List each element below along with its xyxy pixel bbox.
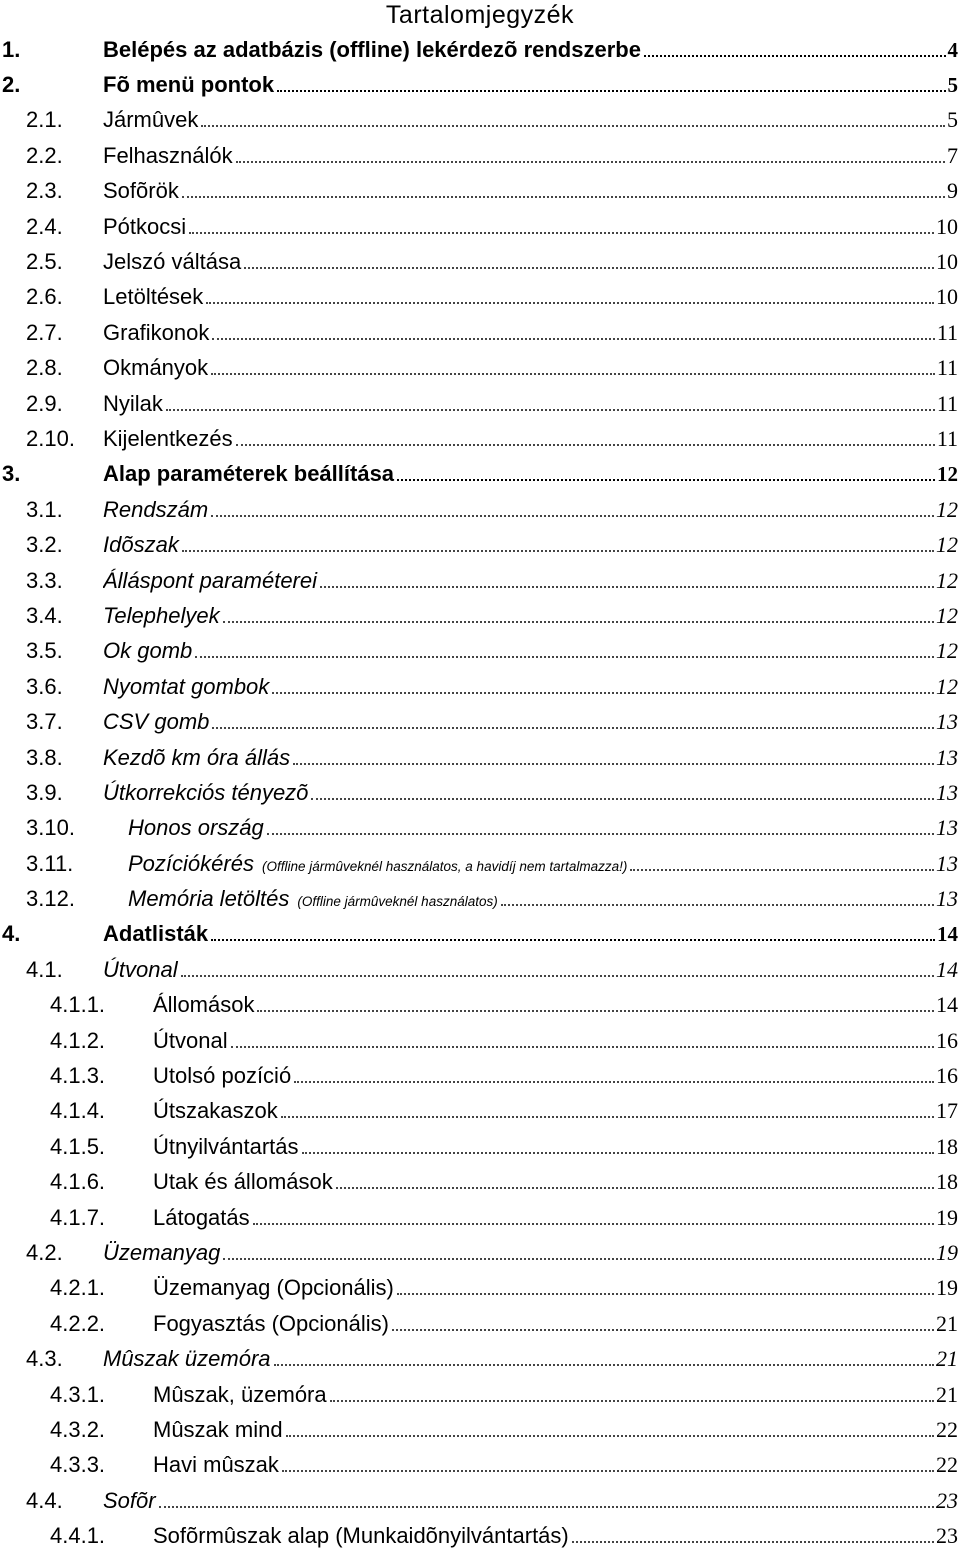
toc-entry-page: 16 <box>936 1027 958 1053</box>
toc-dot-leader <box>572 1540 934 1543</box>
toc-entry-number: 4.2.1. <box>50 1275 106 1301</box>
toc-entry-title: Idõszak <box>103 532 179 558</box>
toc-entry-page: 12 <box>936 496 958 522</box>
toc-entry-number: 1. <box>2 36 21 62</box>
toc-entry-page: 13 <box>936 850 958 876</box>
toc-entry-title: Jármûvek <box>103 107 199 133</box>
toc-entry-number: 3.5. <box>26 638 63 664</box>
toc-entry-page: 10 <box>936 213 958 239</box>
toc-dot-leader <box>267 832 934 835</box>
toc-entry-title: Felhasználók <box>103 142 233 168</box>
toc-dot-leader <box>277 89 945 92</box>
toc-dot-leader <box>212 337 934 340</box>
toc-entry[interactable] <box>0 669 960 704</box>
toc-entry-number: 2.9. <box>26 390 63 416</box>
toc-entry-number: 4.2. <box>26 1239 63 1265</box>
toc-entry[interactable] <box>0 138 960 173</box>
toc-entry[interactable] <box>0 527 960 562</box>
toc-entry[interactable] <box>0 1448 960 1483</box>
toc-dot-leader <box>501 903 934 906</box>
toc-entry-title: Nyomtat gombok <box>103 673 270 699</box>
toc-entry-title: Havi mûszak <box>153 1452 279 1478</box>
toc-entry-title: Pozíciókérés <box>128 850 254 876</box>
toc-entry[interactable] <box>0 1271 960 1306</box>
toc-entry[interactable] <box>0 988 960 1023</box>
toc-entry[interactable] <box>0 846 960 881</box>
toc-entry-title: Nyilak <box>103 390 163 416</box>
toc-entry-number: 4.3.1. <box>50 1381 106 1407</box>
toc-entry[interactable] <box>0 1377 960 1412</box>
toc-dot-leader <box>644 54 946 57</box>
toc-dot-leader <box>244 266 934 269</box>
toc-entry-title: Útkorrekciós tényezõ <box>103 779 309 805</box>
toc-dot-leader <box>211 938 935 941</box>
toc-entry-title: Útszakaszok <box>153 1098 278 1124</box>
toc-entry-page: 11 <box>936 390 958 416</box>
toc-entry-title: Grafikonok <box>103 319 210 345</box>
toc-entry-title: Adatlisták <box>103 921 209 947</box>
toc-entry-number: 4.1.5. <box>50 1133 106 1159</box>
toc-entry-title: Üzemanyag <box>103 1239 221 1265</box>
toc-entry-number: 2.5. <box>26 249 63 275</box>
toc-entry-number: 3.1. <box>26 496 63 522</box>
toc-dot-leader <box>211 372 935 375</box>
toc-entry-title: Belépés az adatbázis (offline) lekérdezõ rendszerbe <box>103 36 641 62</box>
toc-dot-leader <box>206 301 934 304</box>
toc-dot-leader <box>166 408 935 411</box>
toc-entry-page: 14 <box>936 956 958 982</box>
toc-entry[interactable] <box>0 1518 960 1553</box>
toc-entry-number: 4.1. <box>26 956 63 982</box>
toc-entry-page: 13 <box>936 886 958 912</box>
toc-entry-title: Alap paraméterek beállítása <box>103 461 395 487</box>
toc-dot-leader <box>182 549 934 552</box>
toc-entry[interactable] <box>0 67 960 102</box>
toc-entry-page: 13 <box>936 779 958 805</box>
toc-entry-title: Telephelyek <box>103 602 220 628</box>
toc-entry-title: Útvonal <box>103 956 178 982</box>
toc-entry[interactable] <box>0 1165 960 1200</box>
toc-entry-number: 4.1.3. <box>50 1063 106 1089</box>
toc-entry-number: 3.10. <box>26 815 75 841</box>
toc-entry-number: 3.7. <box>26 709 63 735</box>
toc-entry-number: 4.3. <box>26 1346 63 1372</box>
toc-dot-leader <box>392 1328 934 1331</box>
table-of-contents <box>0 32 960 1554</box>
toc-dot-leader <box>195 655 934 658</box>
toc-entry-page: 21 <box>936 1381 958 1407</box>
page-title: Tartalomjegyzék <box>385 1 575 29</box>
toc-entry-number: 4.3.2. <box>50 1416 106 1442</box>
toc-entry-page: 12 <box>936 673 958 699</box>
toc-dot-leader <box>320 585 934 588</box>
toc-entry-title: Sofõrmûszak alap (Munkaidõnyilvántartás) <box>153 1523 569 1549</box>
toc-entry-number: 3.2. <box>26 532 63 558</box>
toc-entry-note: (Offline jármûveknél használatos) <box>297 894 498 910</box>
toc-entry-page: 14 <box>936 992 958 1018</box>
toc-dot-leader <box>201 124 945 127</box>
toc-entry-title: Állomások <box>153 992 255 1018</box>
toc-dot-leader <box>257 1009 934 1012</box>
toc-entry-number: 2.1. <box>26 107 63 133</box>
toc-entry-page: 12 <box>936 638 958 664</box>
toc-entry[interactable] <box>0 32 960 67</box>
toc-entry-page: 19 <box>936 1275 958 1301</box>
toc-entry[interactable] <box>0 421 960 456</box>
toc-entry-page: 14 <box>937 922 958 947</box>
toc-entry-number: 2.2. <box>26 142 63 168</box>
toc-entry-page: 21 <box>936 1310 958 1336</box>
toc-entry-title: Látogatás <box>153 1204 250 1230</box>
toc-entry-page: 12 <box>936 602 958 628</box>
toc-entry[interactable] <box>0 917 960 952</box>
toc-entry-title: Álláspont paraméterei <box>103 567 318 593</box>
toc-entry[interactable] <box>0 457 960 492</box>
toc-entry-title: Memória letöltés <box>128 886 290 912</box>
toc-entry-page: 18 <box>936 1169 958 1195</box>
toc-dot-leader <box>231 1045 934 1048</box>
toc-entry-title: Rendszám <box>103 496 209 522</box>
toc-entry-page: 9 <box>947 178 958 204</box>
toc-entry-number: 4.1.2. <box>50 1027 106 1053</box>
toc-entry-title: Sofõrök <box>103 178 179 204</box>
toc-entry-page: 4 <box>947 37 958 62</box>
toc-entry[interactable] <box>0 174 960 209</box>
toc-entry[interactable] <box>0 1341 960 1376</box>
toc-entry-number: 2.6. <box>26 284 63 310</box>
toc-entry-title: Útvonal <box>153 1027 228 1053</box>
toc-entry-page: 19 <box>936 1239 958 1265</box>
toc-entry-page: 5 <box>947 107 958 133</box>
toc-entry[interactable] <box>0 386 960 421</box>
toc-dot-leader <box>253 1222 934 1225</box>
toc-entry-number: 3.12. <box>26 886 75 912</box>
toc-entry[interactable] <box>0 1129 960 1164</box>
toc-dot-leader <box>189 231 934 234</box>
toc-entry-number: 4.1.7. <box>50 1204 106 1230</box>
toc-entry-page: 12 <box>936 532 958 558</box>
toc-entry-title: Jelszó váltása <box>103 249 242 275</box>
toc-entry-number: 4.1.6. <box>50 1169 106 1195</box>
toc-entry[interactable] <box>0 244 960 279</box>
toc-entry[interactable] <box>0 1094 960 1129</box>
toc-entry[interactable] <box>0 811 960 846</box>
toc-entry-title: Okmányok <box>103 355 209 381</box>
toc-entry-page: 11 <box>936 319 958 345</box>
toc-entry[interactable] <box>0 1235 960 1270</box>
toc-entry[interactable] <box>0 881 960 916</box>
toc-entry[interactable] <box>0 952 960 987</box>
toc-entry-title: Fõ menü pontok <box>103 72 275 98</box>
toc-entry-page: 19 <box>936 1204 958 1230</box>
toc-dot-leader <box>397 478 935 481</box>
toc-entry[interactable] <box>0 351 960 386</box>
toc-entry-title: Utak és állomások <box>153 1169 333 1195</box>
toc-dot-leader <box>294 1080 934 1083</box>
toc-entry-page: 10 <box>936 249 958 275</box>
toc-entry-page: 5 <box>947 73 958 98</box>
toc-entry[interactable] <box>0 103 960 138</box>
toc-entry[interactable] <box>0 563 960 598</box>
toc-entry-page: 18 <box>936 1133 958 1159</box>
toc-dot-leader <box>223 620 934 623</box>
toc-entry[interactable] <box>0 634 960 669</box>
toc-dot-leader <box>274 1363 934 1366</box>
toc-entry-note: (Offline jármûveknél használatos, a havidíj nem tartalmazza!) <box>261 858 628 874</box>
toc-entry[interactable] <box>0 315 960 350</box>
toc-dot-leader <box>272 691 934 694</box>
toc-entry-page: 13 <box>936 709 958 735</box>
toc-dot-leader <box>282 1469 934 1472</box>
toc-entry[interactable] <box>0 775 960 810</box>
toc-entry-page: 22 <box>936 1452 958 1478</box>
toc-entry-page: 13 <box>936 815 958 841</box>
toc-entry-number: 2.4. <box>26 213 63 239</box>
toc-entry[interactable] <box>0 740 960 775</box>
toc-entry-page: 11 <box>936 425 958 451</box>
toc-entry-title: Letöltések <box>103 284 204 310</box>
toc-entry-number: 3.9. <box>26 779 63 805</box>
toc-entry[interactable] <box>0 704 960 739</box>
toc-dot-leader <box>236 160 945 163</box>
toc-entry-page: 17 <box>936 1098 958 1124</box>
toc-entry-title: Fogyasztás (Opcionális) <box>153 1310 389 1336</box>
toc-entry[interactable] <box>0 209 960 244</box>
toc-entry[interactable] <box>0 598 960 633</box>
toc-dot-leader <box>286 1434 934 1437</box>
toc-entry-title: Kijelentkezés <box>103 425 233 451</box>
toc-dot-leader <box>211 514 934 517</box>
toc-entry-page: 16 <box>936 1063 958 1089</box>
toc-entry-title: Utolsó pozíció <box>153 1063 292 1089</box>
toc-entry-title: Ok gomb <box>103 638 193 664</box>
toc-entry[interactable] <box>0 492 960 527</box>
toc-entry-number: 2.10. <box>26 425 75 451</box>
toc-entry-page: 12 <box>936 567 958 593</box>
toc-entry-page: 11 <box>936 355 958 381</box>
toc-entry-number: 3.8. <box>26 744 63 770</box>
toc-entry-page: 22 <box>936 1416 958 1442</box>
toc-entry-number: 3. <box>2 461 21 487</box>
toc-entry[interactable] <box>0 1058 960 1093</box>
toc-entry-page: 23 <box>936 1523 958 1549</box>
toc-entry-title: Kezdõ km óra állás <box>103 744 291 770</box>
toc-entry[interactable] <box>0 1200 960 1235</box>
toc-entry-number: 3.6. <box>26 673 63 699</box>
toc-entry-title: Mûszak üzemóra <box>103 1346 271 1372</box>
toc-dot-leader <box>311 797 934 800</box>
toc-entry-number: 3.3. <box>26 567 63 593</box>
toc-entry-number: 4.2.2. <box>50 1310 106 1336</box>
toc-entry-page: 21 <box>936 1346 958 1372</box>
toc-entry-number: 4. <box>2 921 21 947</box>
toc-entry-page: 13 <box>936 744 958 770</box>
toc-entry-page: 23 <box>936 1487 958 1513</box>
toc-entry-number: 4.4.1. <box>50 1523 106 1549</box>
toc-entry-number: 4.4. <box>26 1487 63 1513</box>
toc-entry-title: Üzemanyag (Opcionális) <box>153 1275 394 1301</box>
toc-dot-leader <box>281 1115 934 1118</box>
toc-dot-leader <box>181 974 934 977</box>
toc-dot-leader <box>212 726 934 729</box>
toc-dot-leader <box>397 1292 934 1295</box>
toc-entry-number: 2.7. <box>26 319 63 345</box>
toc-entry-number: 3.4. <box>26 602 63 628</box>
toc-entry-number: 2.3. <box>26 178 63 204</box>
toc-entry-number: 4.3.3. <box>50 1452 106 1478</box>
toc-entry[interactable] <box>0 280 960 315</box>
toc-entry-title: CSV gomb <box>103 709 210 735</box>
toc-entry-title: Útnyilvántartás <box>153 1133 299 1159</box>
toc-entry-title: Honos ország <box>128 815 264 841</box>
toc-dot-leader <box>236 443 935 446</box>
toc-entry-number: 3.11. <box>26 850 74 876</box>
toc-entry-title: Mûszak, üzemóra <box>153 1381 327 1407</box>
toc-entry[interactable] <box>0 1023 960 1058</box>
toc-dot-leader <box>336 1186 934 1189</box>
toc-entry-page: 10 <box>936 284 958 310</box>
toc-entry[interactable] <box>0 1306 960 1341</box>
toc-dot-leader <box>182 195 945 198</box>
toc-entry[interactable] <box>0 1412 960 1447</box>
toc-dot-leader <box>330 1399 934 1402</box>
toc-entry-page: 12 <box>937 462 958 487</box>
toc-entry-title: Mûszak mind <box>153 1416 283 1442</box>
toc-dot-leader <box>223 1257 934 1260</box>
toc-dot-leader <box>630 868 934 871</box>
toc-entry-title: Sofõr <box>103 1487 156 1513</box>
toc-entry-title: Pótkocsi <box>103 213 187 239</box>
toc-dot-leader <box>159 1505 934 1508</box>
toc-dot-leader <box>293 762 934 765</box>
toc-dot-leader <box>302 1151 934 1154</box>
toc-entry-number: 2.8. <box>26 355 63 381</box>
toc-entry-number: 2. <box>2 72 21 98</box>
toc-entry-page: 7 <box>947 142 958 168</box>
toc-entry-number: 4.1.4. <box>50 1098 106 1124</box>
toc-entry[interactable] <box>0 1483 960 1518</box>
toc-entry-number: 4.1.1. <box>50 992 106 1018</box>
